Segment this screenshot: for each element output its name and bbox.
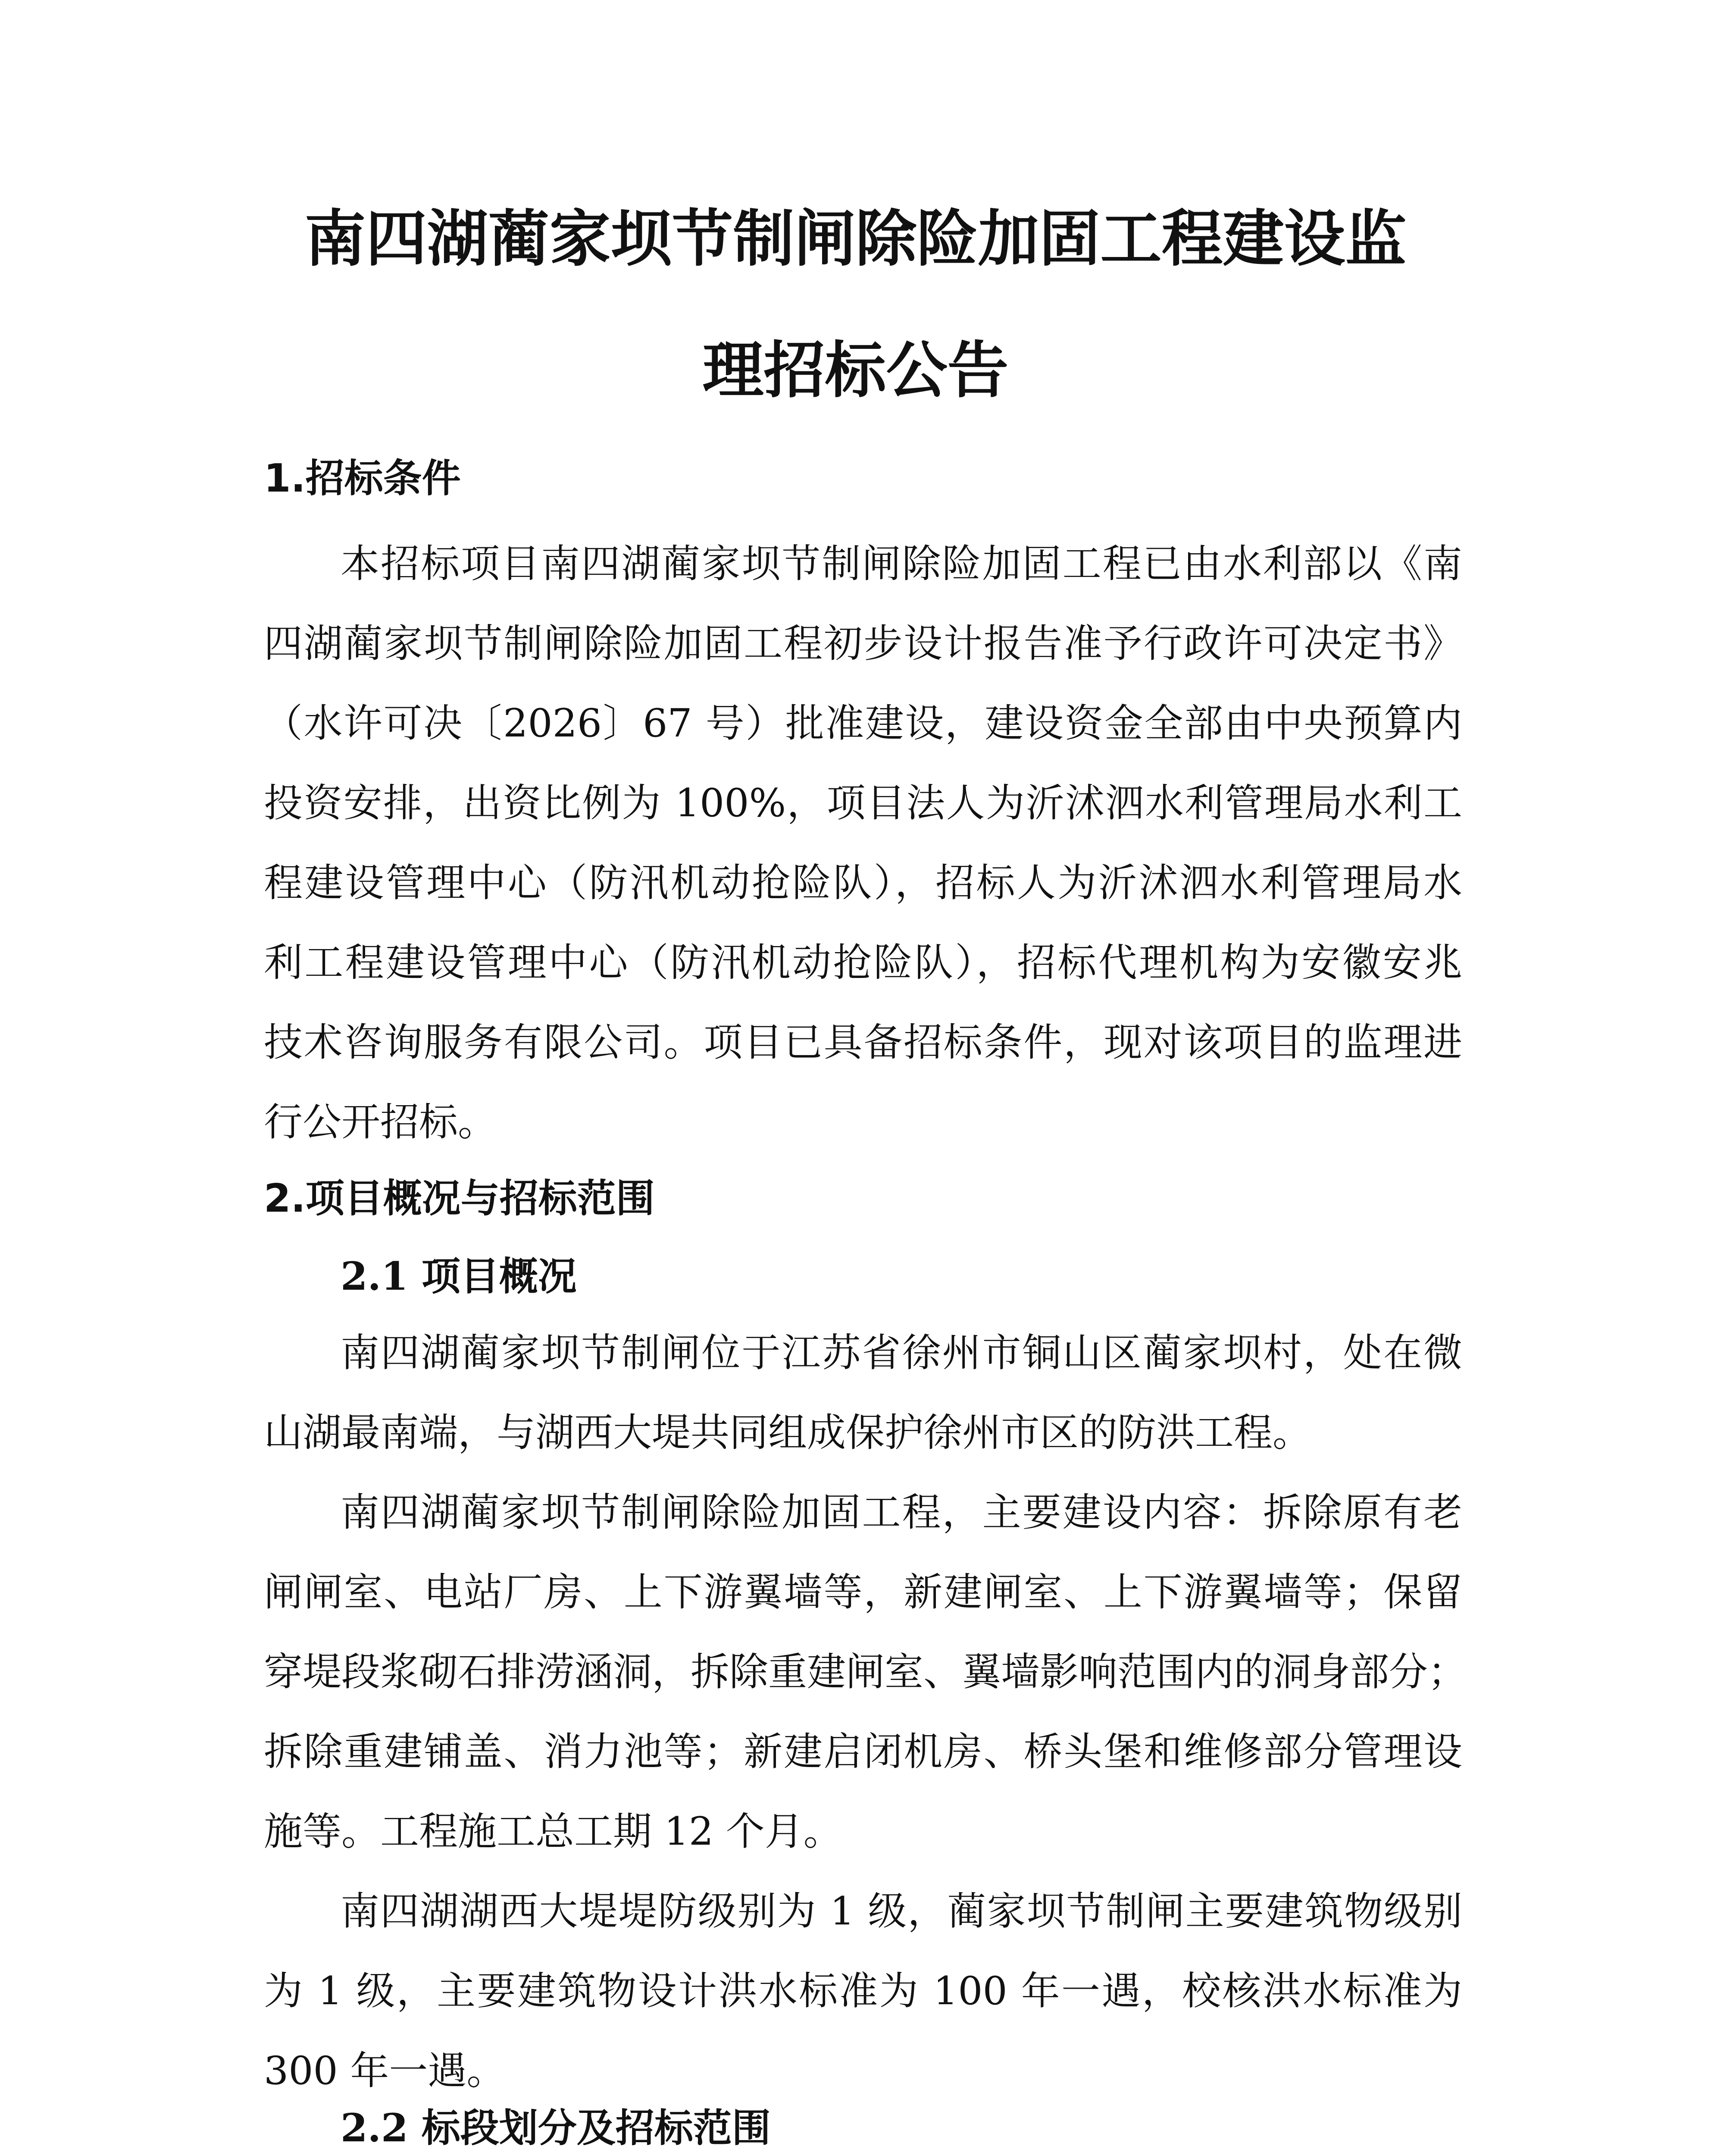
flood-standard-paragraph [264, 1871, 1462, 2111]
paragraph-line: 300 年一遇。 [264, 2048, 506, 2093]
document-title-line-1: 南四湖蔺家坝节制闸除险加固工程建设监 [304, 204, 1407, 275]
section-heading-bidding-conditions: 1.招标条件 [264, 456, 461, 501]
bidding-conditions-paragraph [264, 524, 1462, 1162]
paragraph-line: 南四湖湖西大堤堤防级别为 1 级，蔺家坝节制闸主要建筑物级别 [341, 1889, 1462, 1934]
paragraph-line: 四湖蔺家坝节制闸除险加固工程初步设计报告准予行政许可决定书》 [264, 621, 1462, 666]
paragraph-line: 南四湖蔺家坝节制闸除险加固工程，主要建设内容：拆除原有老 [341, 1490, 1462, 1535]
paragraph-line: 利工程建设管理中心（防汛机动抢险队），招标代理机构为安徽安兆 [264, 940, 1462, 985]
paragraph-line: （水许可决〔2026〕67 号）批准建设，建设资金全部由中央预算内 [264, 701, 1462, 746]
paragraph-line: 闸闸室、电站厂房、上下游翼墙等，新建闸室、上下游翼墙等；保留 [264, 1570, 1462, 1615]
paragraph-line: 投资安排，出资比例为 100%，项目法人为沂沭泗水利管理局水利工 [264, 780, 1462, 826]
paragraph-line: 山湖最南端，与湖西大堤共同组成保护徐州市区的防洪工程。 [264, 1410, 1311, 1455]
paragraph-line: 为 1 级，主要建筑物设计洪水标准为 100 年一遇，校核洪水标准为 [264, 1968, 1462, 2014]
paragraph-line: 技术咨询服务有限公司。项目已具备招标条件，现对该项目的监理进 [264, 1020, 1462, 1065]
paragraph-line: 穿堤段浆砌石排涝涵洞，拆除重建闸室、翼墙影响范围内的洞身部分； [264, 1649, 1467, 1695]
section-heading-project-overview-scope: 2.项目概况与招标范围 [264, 1176, 655, 1221]
paragraph-line: 南四湖蔺家坝节制闸位于江苏省徐州市铜山区蔺家坝村，处在微 [341, 1330, 1462, 1376]
paragraph-line: 施等。工程施工总工期 12 个月。 [264, 1809, 842, 1854]
document-title-line-2: 理招标公告 [702, 335, 1009, 406]
construction-content-paragraph [264, 1473, 1467, 1871]
paragraph-line: 本招标项目南四湖蔺家坝节制闸除险加固工程已由水利部以《南 [341, 541, 1462, 586]
paragraph-line: 拆除重建铺盖、消力池等；新建启闭机房、桥头堡和维修部分管理设 [264, 1729, 1462, 1774]
subsection-heading-project-overview: 2.1 项目概况 [341, 1253, 577, 1299]
paragraph-line: 程建设管理中心（防汛机动抢险队），招标人为沂沭泗水利管理局水 [264, 860, 1462, 906]
project-location-paragraph [264, 1313, 1462, 1473]
subsection-heading-lot-division-scope: 2.2 标段划分及招标范围 [341, 2105, 771, 2151]
paragraph-line: 行公开招标。 [264, 1100, 497, 1145]
